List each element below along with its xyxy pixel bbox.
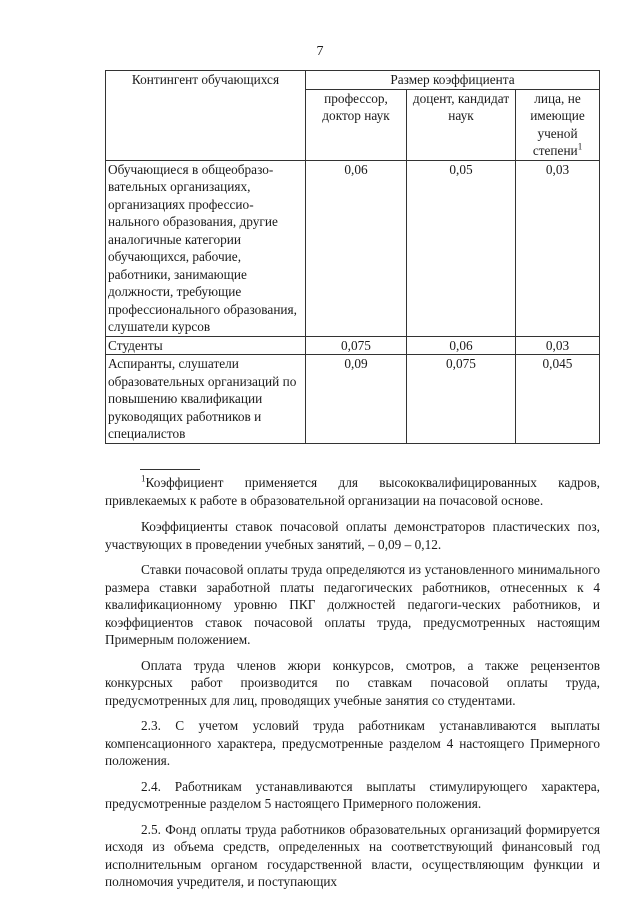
row-value: 0,075: [306, 336, 407, 355]
row-label: Аспиранты, слушатели образовательных организаций по повышению квалификации руководящих работников и специалистов: [106, 355, 306, 444]
row-value: 0,06: [407, 336, 516, 355]
row-label: Студенты: [106, 336, 306, 355]
footnote-mark: 1: [141, 473, 146, 484]
table-row: [106, 355, 600, 444]
paragraph: 2.3. С учетом условий труда работникам устанавливаются выплаты компенсационного характера, предусмотренные разделом 4 настоящего Примерного положения.: [105, 718, 600, 768]
table-row: [106, 336, 600, 355]
row-value: 0,09: [306, 355, 407, 444]
row-value: 0,045: [516, 355, 600, 444]
table-header-row: [106, 71, 600, 90]
subheader-footnote-mark: 1: [577, 141, 583, 152]
footnote-text: Коэффициент применяется для высококвалифицированных кадров, привлекаемых к работе в образовательной организации на почасовой основе.: [105, 475, 600, 508]
paragraph: 2.5. Фонд оплаты труда работников образовательных организаций формируется исходя из объема средств, определенных на соответствующий финансовый год исполнительным органом государственной власти, осуществляющим функции и полномочия учредителя, и поступающих: [105, 821, 600, 889]
paragraph: Оплата труда членов жюри конкурсов, смотров, а также рецензентов конкурсных работ производится по ставкам почасовой оплаты труда, предусмотренных для лиц, проводящих учебные занятия со студентами.: [105, 657, 600, 708]
coefficient-table: [105, 70, 600, 444]
row-value: 0,03: [516, 160, 600, 336]
header-coefficient-size: Размер коэффициента: [306, 71, 600, 90]
paragraph: Ставки почасовой оплаты труда определяются из установленного минимального размера ставки заработной платы педагогических работников, отнесенных к 4 квалификационному уровню ПКГ должностей педагоги-ческих работников, и коэффициентов ставок почасовой оплаты труда, предусмотренных настоящим Примерным положением.: [105, 562, 600, 647]
table-row: [106, 160, 600, 336]
subheader-docent: доцент, кандидат наук: [407, 89, 516, 160]
subheader-professor: профессор, доктор наук: [306, 89, 407, 160]
body-text: [105, 474, 600, 899]
footnote-divider: [140, 469, 200, 470]
paragraph: Коэффициенты ставок почасовой оплаты демонстраторов пластических поз, участвующих в проведении учебных занятий, – 0,09 – 0,12.: [105, 519, 600, 552]
row-label: Обучающиеся в общеобразо-вательных организациях, организациях профессио-нального образования, другие аналогичные категории обучающихся, рабочие, работники, занимающие должности, требующие профессионального образования, слушатели курсов: [106, 160, 306, 336]
row-value: 0,075: [407, 355, 516, 444]
subheader-no-degree: [516, 89, 600, 160]
footnote: [105, 474, 600, 509]
row-value: 0,06: [306, 160, 407, 336]
row-value: 0,03: [516, 336, 600, 355]
page-number: 7: [316, 44, 324, 59]
row-value: 0,05: [407, 160, 516, 336]
subheader-no-degree-text: лица, не имеющие ученой степени: [530, 90, 585, 158]
header-contingent: Контингент обучающихся: [106, 71, 306, 161]
paragraph: 2.4. Работникам устанавливаются выплаты стимулирующего характера, предусмотренные разделом 5 настоящего Примерного положения.: [105, 778, 600, 811]
